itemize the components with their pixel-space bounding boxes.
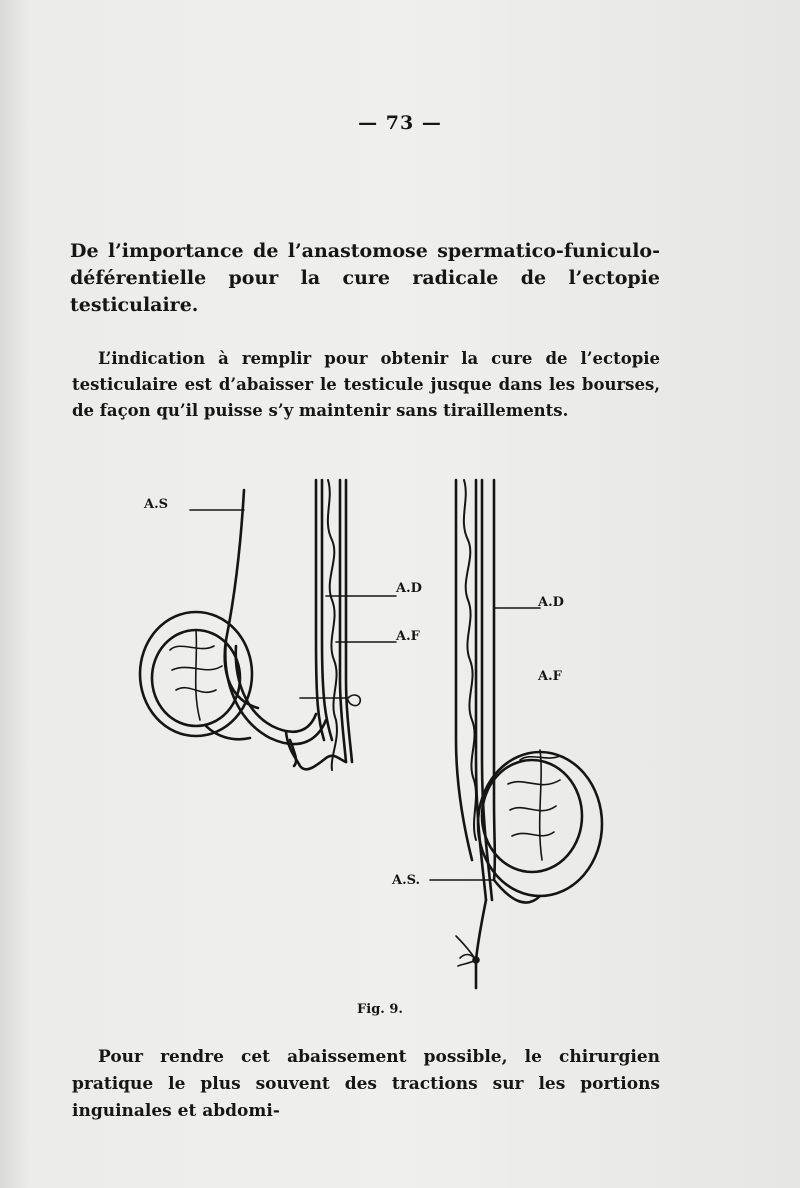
label-right-af: A.F xyxy=(538,669,562,684)
paragraph-indication xyxy=(72,346,660,424)
paragraph-indication-text: L’indication à remplir pour obtenir la cure de l’ectopie testiculaire est d’abaisser le testicule jusque dans les bourses, de façon qu’il puisse s’y maintenir sans tiraillements. xyxy=(72,349,660,420)
right-bottom-node xyxy=(474,958,479,963)
label-left-as: A.S xyxy=(144,497,169,512)
right-cord-tube-b xyxy=(482,480,492,900)
right-tortuous-vessel xyxy=(464,480,476,840)
label-left-af: A.F xyxy=(396,629,420,644)
right-testis-vessels xyxy=(508,750,560,860)
left-testis-vessels xyxy=(170,630,222,720)
left-cord-tube-d xyxy=(346,480,352,762)
section-title: De l’importance de l’anastomose spermatico-funiculo-déférentielle pour la cure radicale de l’ectopie testiculaire. xyxy=(70,240,660,316)
label-right-ad: A.D xyxy=(538,595,564,610)
paragraph-abaissement-text: Pour rendre cet abaissement possible, le chirurgien pratique le plus souvent des tractions sur les portions inguinales et abdomi- xyxy=(72,1047,660,1121)
left-testis-connection xyxy=(206,726,250,739)
left-small-loop xyxy=(348,695,360,706)
right-testis-inner xyxy=(482,760,582,872)
right-cord-outer-left xyxy=(456,480,472,860)
figure-caption: Fig. 9. xyxy=(357,1002,403,1017)
page-number: — 73 — xyxy=(358,112,442,134)
right-cord-outer-right xyxy=(494,480,495,880)
right-lower-cord xyxy=(476,900,486,988)
paragraph-abaissement xyxy=(72,1044,660,1125)
label-right-as: A.S. xyxy=(392,873,421,888)
label-left-ad: A.D xyxy=(396,581,422,596)
anatomical-figure xyxy=(0,440,800,1000)
